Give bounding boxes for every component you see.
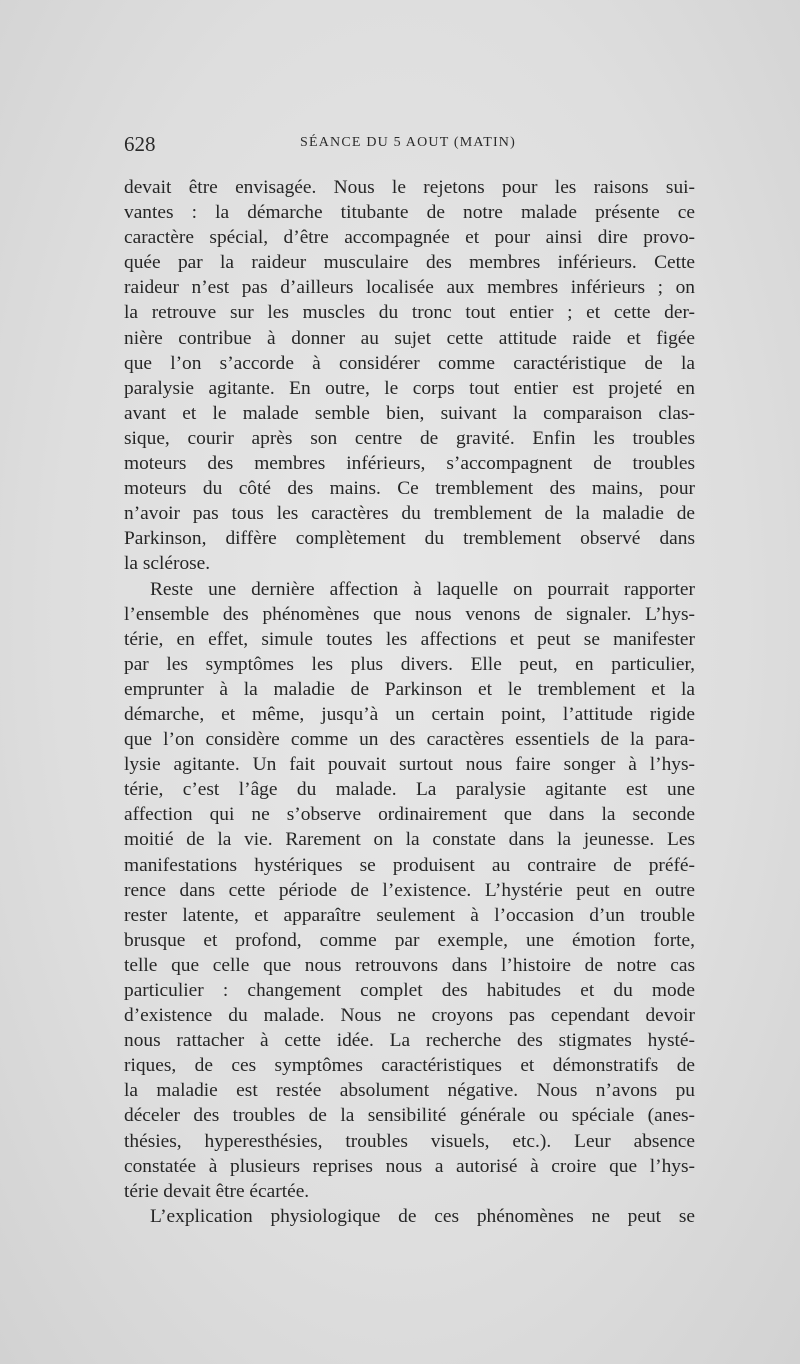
text-line: démarche, et même, jusqu’à un certain point, l’attitude rigide	[124, 703, 695, 725]
text-line: emprunter à la maladie de Parkinson et le tremblement et la	[124, 678, 695, 700]
text-line: d’existence du malade. Nous ne croyons pas cependant devoir	[124, 1005, 695, 1027]
text-line: caractère spécial, d’être accompagnée et pour ainsi dire provo-	[124, 227, 695, 249]
text-line: particulier : changement complet des habitudes et du mode	[124, 980, 695, 1001]
text-line: brusque et profond, comme par exemple, une émotion forte,	[124, 929, 695, 951]
text-line: L’explication physiologique de ces phénomènes ne peut se	[150, 1205, 695, 1227]
text-line: vantes : la démarche titubante de notre malade présente ce	[124, 202, 695, 224]
text-line: manifestations hystériques se produisent au contraire de préfé-	[124, 854, 695, 876]
text-line: térie, en effet, simule toutes les affections et peut se manifester	[124, 628, 695, 650]
text-line: paralysie agitante. En outre, le corps tout entier est projeté en	[124, 377, 695, 399]
text-line: moitié de la vie. Rarement on la constate dans la jeunesse. Les	[124, 829, 695, 851]
text-line: que l’on considère comme un des caractères essentiels de la para-	[124, 729, 695, 751]
body-text	[124, 175, 695, 1229]
running-head: SÉANCE DU 5 AOUT (MATIN)	[300, 135, 516, 150]
text-line: affection qui ne s’observe ordinairement que dans la seconde	[124, 804, 695, 826]
text-line: n’avoir pas tous les caractères du tremblement de la maladie de	[124, 503, 695, 525]
page-header	[124, 132, 694, 162]
page-number: 628	[124, 132, 156, 156]
text-line: la retrouve sur les muscles du tronc tout entier ; et cette der-	[124, 302, 695, 324]
text-line: lysie agitante. Un fait pouvait surtout nous faire songer à l’hys-	[124, 754, 695, 776]
text-line: raideur n’est pas d’ailleurs localisée aux membres inférieurs ; on	[124, 277, 695, 299]
text-line: que l’on s’accorde à considérer comme caractéristique de la	[124, 352, 695, 374]
text-line: la maladie est restée absolument négative. Nous n’avons pu	[124, 1080, 695, 1102]
text-line: la sclérose.	[124, 553, 211, 575]
text-line: thésies, hyperesthésies, troubles visuels, etc.). Leur absence	[124, 1130, 695, 1152]
text-line: térie devait être écartée.	[124, 1180, 310, 1202]
text-line: avant et le malade semble bien, suivant la comparaison clas-	[124, 402, 695, 424]
text-line: l’ensemble des phénomènes que nous venons de signaler. L’hys-	[124, 603, 695, 625]
text-line: devait être envisagée. Nous le rejetons pour les raisons sui-	[124, 177, 695, 198]
text-line: Reste une dernière affection à laquelle on pourrait rapporter	[150, 578, 695, 600]
text-line: nière contribue à donner au sujet cette attitude raide et figée	[124, 327, 695, 349]
text-line: moteurs des membres inférieurs, s’accompagnent de troubles	[124, 453, 695, 475]
text-line: quée par la raideur musculaire des membres inférieurs. Cette	[124, 252, 695, 274]
text-line: par les symptômes les plus divers. Elle peut, en particulier,	[124, 653, 695, 675]
text-line: térie, c’est l’âge du malade. La paralysie agitante est une	[124, 779, 695, 801]
text-line: moteurs du côté des mains. Ce tremblement des mains, pour	[124, 478, 695, 500]
text-line: rester latente, et apparaître seulement à l’occasion d’un trouble	[124, 904, 695, 926]
text-line: telle que celle que nous retrouvons dans l’histoire de notre cas	[124, 954, 695, 976]
text-line: rence dans cette période de l’existence. L’hystérie peut en outre	[124, 879, 695, 901]
text-line: Parkinson, diffère complètement du tremblement observé dans	[124, 528, 695, 550]
text-line: riques, de ces symptômes caractéristiques et démonstratifs de	[124, 1055, 695, 1077]
text-line: sique, courir après son centre de gravité. Enfin les troubles	[124, 427, 695, 449]
text-line: déceler des troubles de la sensibilité générale ou spéciale (anes-	[124, 1105, 695, 1127]
text-line: constatée à plusieurs reprises nous a autorisé à croire que l’hys-	[124, 1155, 695, 1177]
text-line: nous rattacher à cette idée. La recherche des stigmates hysté-	[124, 1030, 695, 1052]
